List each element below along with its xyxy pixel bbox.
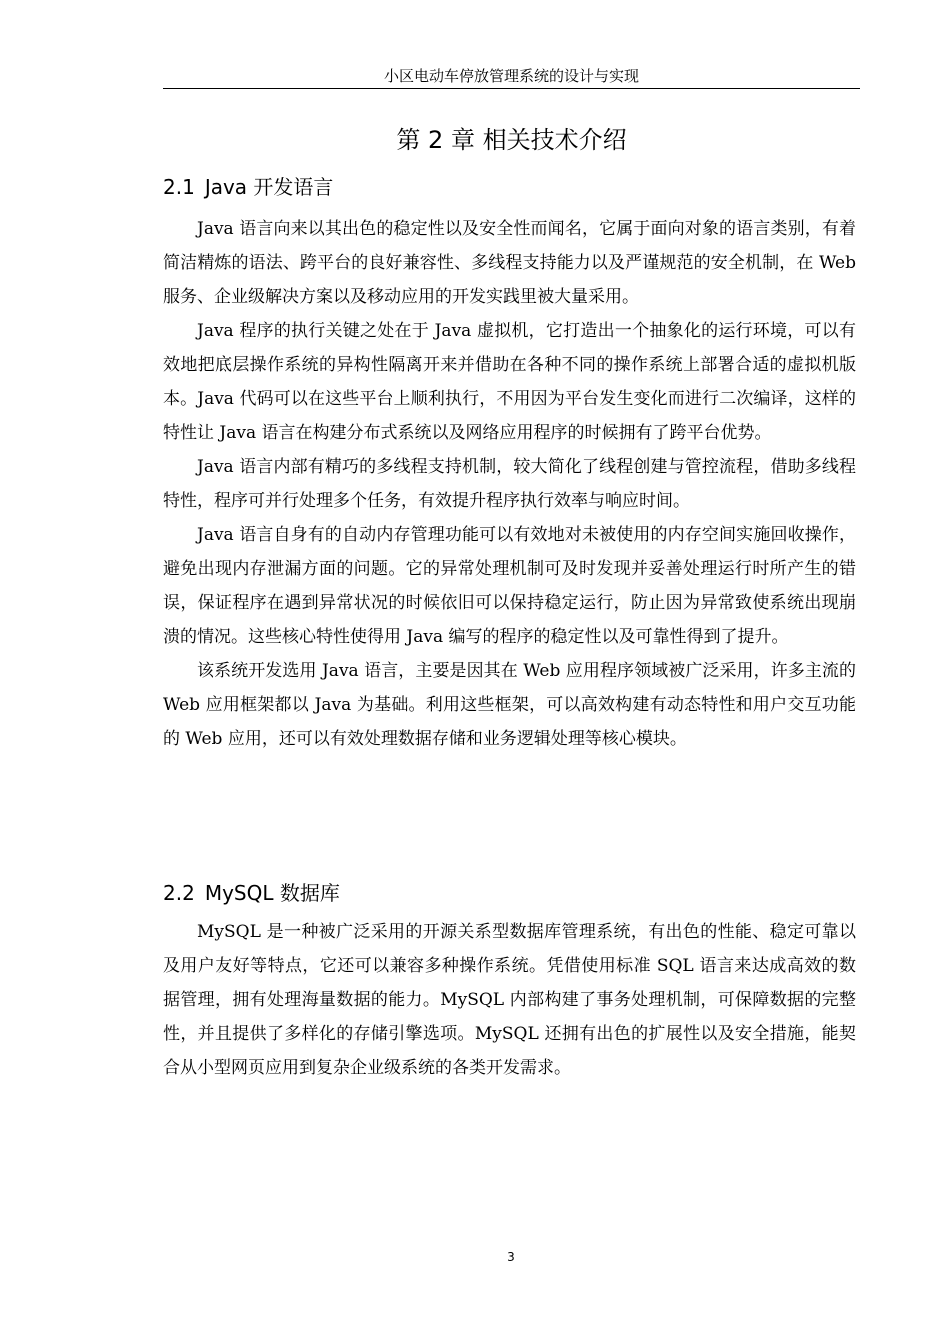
paragraph: 该系统开发选用 Java 语言，主要是因其在 Web 应用程序领域被广泛采用，许多主流的 Web 应用框架都以 Java 为基础。利用这些框架，可以高效构建有动态特性和用户交互功能的 Web 应用，还可以有效处理数据存储和业务逻辑处理等核心模块。 bbox=[163, 661, 856, 749]
paragraph: MySQL 是一种被广泛采用的开源关系型数据库管理系统，有出色的性能、稳定可靠以及用户友好等特点，它还可以兼容多种操作系统。凭借使用标准 SQL 语言来达成高效的数据管理，拥有处理海量数据的能力。MySQL 内部构建了事务处理机制，可保障数据的完整性，并且提供了多样化的存储引擎选项。MySQL 还拥有出色的扩展性以及安全措施，能契合从小型网页应用到复杂企业级系统的各类开发需求。 bbox=[163, 922, 856, 1078]
section-heading-2-2 bbox=[163, 878, 860, 908]
section-body-2-2 bbox=[163, 915, 856, 1085]
section-number: 2.2 bbox=[163, 881, 195, 905]
page-number: 3 bbox=[507, 1250, 515, 1264]
section-number: 2.1 bbox=[163, 175, 195, 199]
paragraph: Java 语言内部有精巧的多线程支持机制，较大简化了线程创建与管控流程，借助多线程特性，程序可并行处理多个任务，有效提升程序执行效率与响应时间。 bbox=[163, 457, 856, 511]
section-heading-2-1 bbox=[163, 172, 860, 202]
chapter-title: 第 2 章 相关技术介绍 bbox=[396, 126, 627, 154]
section-title: Java 开发语言 bbox=[204, 175, 334, 199]
paragraph: Java 语言自身有的自动内存管理功能可以有效地对未被使用的内存空间实施回收操作，避免出现内存泄漏方面的问题。它的异常处理机制可及时发现并妥善处理运行时所产生的错误，保证程序在遇到异常状况的时候依旧可以保持稳定运行，防止因为异常致使系统出现崩溃的情况。这些核心特性使得用 Java 编写的程序的稳定性以及可靠性得到了提升。 bbox=[163, 525, 856, 647]
paragraph: Java 语言向来以其出色的稳定性以及安全性而闻名，它属于面向对象的语言类别，有着简洁精炼的语法、跨平台的良好兼容性、多线程支持能力以及严谨规范的安全机制，在 Web 服务、企业级解决方案以及移动应用的开发实践里被大量采用。 bbox=[163, 219, 856, 307]
section-body-2-1 bbox=[163, 212, 856, 756]
paragraph: Java 程序的执行关键之处在于 Java 虚拟机，它打造出一个抽象化的运行环境，可以有效地把底层操作系统的异构性隔离开来并借助在各种不同的操作系统上部署合适的虚拟机版本。Java 代码可以在这些平台上顺利执行，不用因为平台发生变化而进行二次编译，这样的特性让 Java 语言在构建分布式系统以及网络应用程序的时候拥有了跨平台优势。 bbox=[163, 321, 856, 443]
section-title: MySQL 数据库 bbox=[204, 881, 340, 905]
running-header: 小区电动车停放管理系统的设计与实现 bbox=[163, 64, 860, 89]
